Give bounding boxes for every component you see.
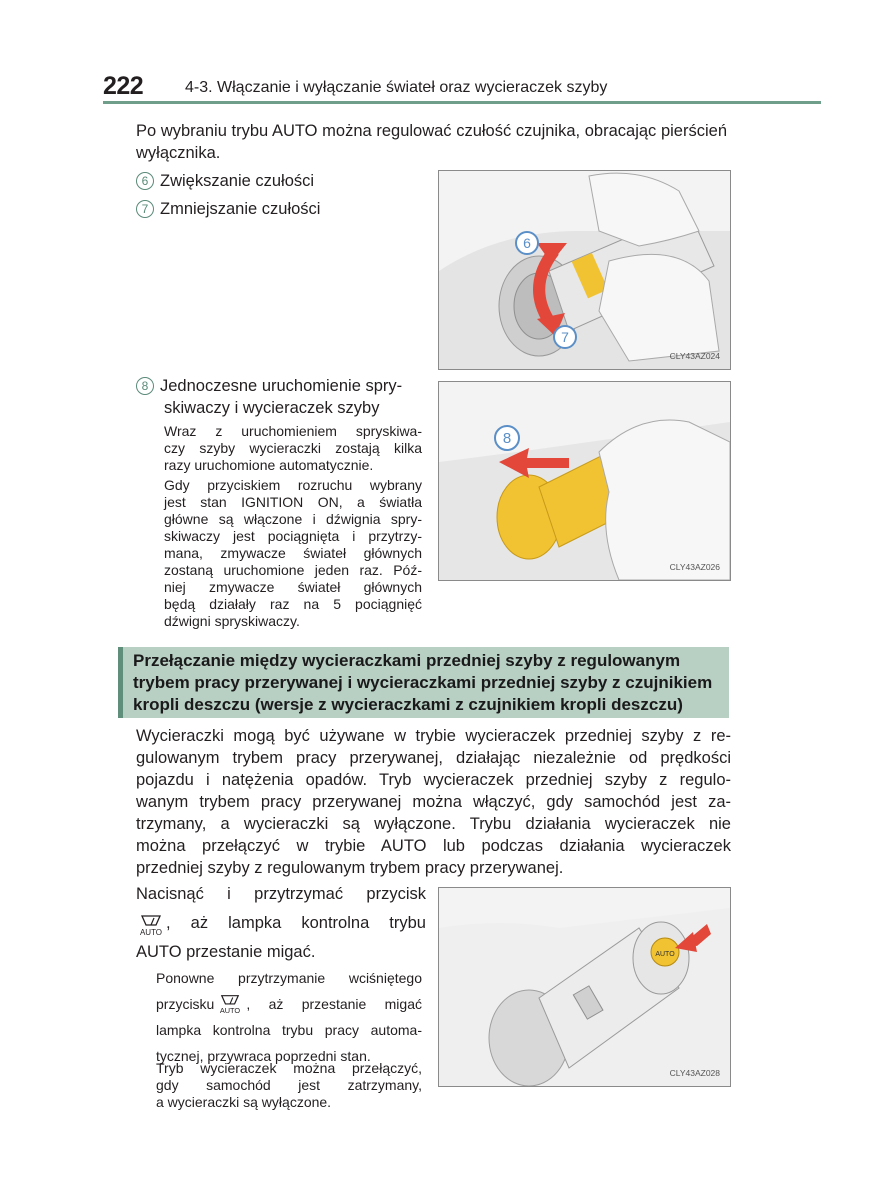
- press-instruction: Nacisnąć i przytrzymać przycisk AUTO , aż lampka kontrolna trybu AUTO przestanie migać.: [136, 885, 426, 961]
- list-item-increase: [136, 170, 314, 192]
- page-header-title: 4-3. Włączanie i wyłączanie świateł oraz wycieraczek szyby: [185, 79, 608, 96]
- figure-code: CLY43AZ024: [669, 351, 720, 361]
- item-8-note-2: Gdy przyciskiem rozruchu wybrany jest stan IGNITION ON, a światła główne są włączone i dźwignia spry- skiwaczy jest pociągnięta i przytrzy- mana, zmywacze świateł głównych zostaną uruchomione jeden raz. Póź- niej zmywacze świateł głównych będą działały raz na 5 pociągnięć dźwigni spryskiwaczy.: [164, 477, 422, 629]
- item-8-title: 8 Jednoczesne uruchomienie spry- skiwaczy i wycieraczek szyby: [136, 375, 426, 419]
- list-item-label: Zwiększanie czułości: [160, 172, 315, 190]
- figure-auto-button: [438, 887, 731, 1087]
- number-8-icon: 8: [136, 377, 154, 395]
- figure-sensitivity-ring: [438, 170, 731, 370]
- section-body: Wycieraczki mogą być używane w trybie wycieraczek przedniej szyby z re- gulowanym trybem pracy przerywanej, działając niezależnie od prędkości pojazdu i natężenia opadów. Tryb wycieraczek przedniej szyby z regulo- wanym trybem pracy przerywanej można włączyć, gdy samochód jest za- trzymany, a wycieraczki są wyłączone. Trybu działania wycieraczek nie można przełączyć w trybie AUTO lub podczas działania wycieraczek przedniej szyby z regulowanym trybem pracy przerywanej.: [136, 727, 731, 877]
- figure-code: CLY43AZ026: [669, 562, 720, 572]
- press-note-2: Tryb wycieraczek można przełączyć, gdy samochód jest zatrzymany, a wycieraczki są wyłączone.: [156, 1060, 422, 1110]
- figure-code: CLY43AZ028: [669, 1068, 720, 1078]
- section-heading: Przełączanie między wycieraczkami przedniej szyby z regulowanym trybem pracy przerywanej i wycieraczkami przedniej szyby z czujnikiem kropli deszczu (wersje z wycieraczkami z czujnikiem kropli deszczu): [118, 647, 729, 718]
- number-6-icon: 6: [136, 172, 154, 190]
- item-8-note-1: Wraz z uruchomieniem spryskiwa- czy szyby wycieraczki zostają kilka razy uruchomione automatycznie.: [164, 423, 422, 473]
- wiper-auto-icon: [216, 992, 244, 1016]
- callout-8: 8: [502, 430, 512, 447]
- header-divider: [103, 101, 821, 104]
- page-number: 222: [103, 72, 144, 100]
- svg-text:AUTO: AUTO: [220, 1006, 241, 1014]
- wiper-auto-icon: [136, 912, 166, 936]
- list-item-decrease: [136, 198, 320, 220]
- callout-6: 6: [523, 235, 531, 251]
- callout-7: 7: [561, 329, 569, 345]
- figure-washer-pull: [438, 381, 731, 581]
- list-item-label: Zmniejszanie czułości: [160, 200, 321, 218]
- auto-label: AUTO: [655, 951, 675, 958]
- svg-text:AUTO: AUTO: [139, 927, 163, 936]
- intro-paragraph: Po wybraniu trybu AUTO można regulować czułość czujnika, obracając pierścień wyłącznika.: [136, 122, 727, 162]
- number-7-icon: 7: [136, 200, 154, 218]
- press-note-1: Ponowne przytrzymanie wciśniętego przycisku AUTO , aż przestanie migać lampka kontrolna trybu pracy automa- tycznej, przywraca poprzedni stan.: [156, 970, 422, 1064]
